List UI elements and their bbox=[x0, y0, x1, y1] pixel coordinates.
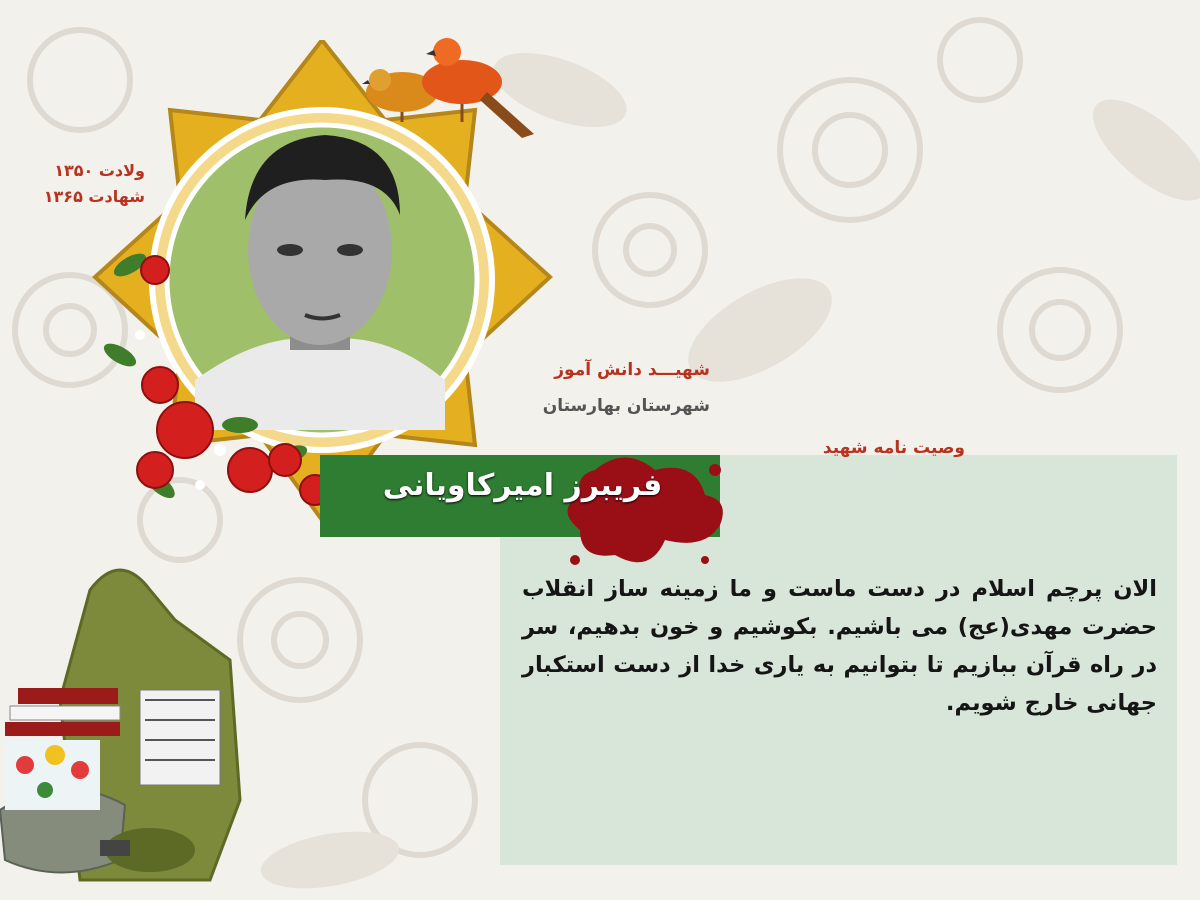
martyr-title: شهیـــد دانش آموز bbox=[554, 360, 710, 380]
backpack-icon bbox=[0, 550, 260, 890]
martyrdom-date: شهادت ۱۳۶۵ bbox=[43, 187, 145, 206]
birds-icon bbox=[362, 22, 537, 142]
will-text: الان پرچم اسلام در دست ماست و ما زمینه ساز انقلاب حضرت مهدی(عج) می باشیم. بکوشیم و خون بدهیم، سر در راه قرآن ببازیم تا بتوانیم به یاری خدا از دست استکبار جهانی خارج شویم. bbox=[522, 576, 1157, 716]
martyr-name: فریبرز امیرکاویانی bbox=[382, 468, 663, 503]
city-label: شهرستان بهارستان bbox=[542, 396, 710, 416]
books-icon bbox=[5, 688, 120, 736]
birth-date: ولادت ۱۳۵۰ bbox=[54, 161, 145, 180]
blood-splatter-icon bbox=[555, 440, 730, 580]
will-title: وصیت نامه شهید bbox=[822, 438, 965, 458]
life-dates bbox=[20, 158, 145, 210]
